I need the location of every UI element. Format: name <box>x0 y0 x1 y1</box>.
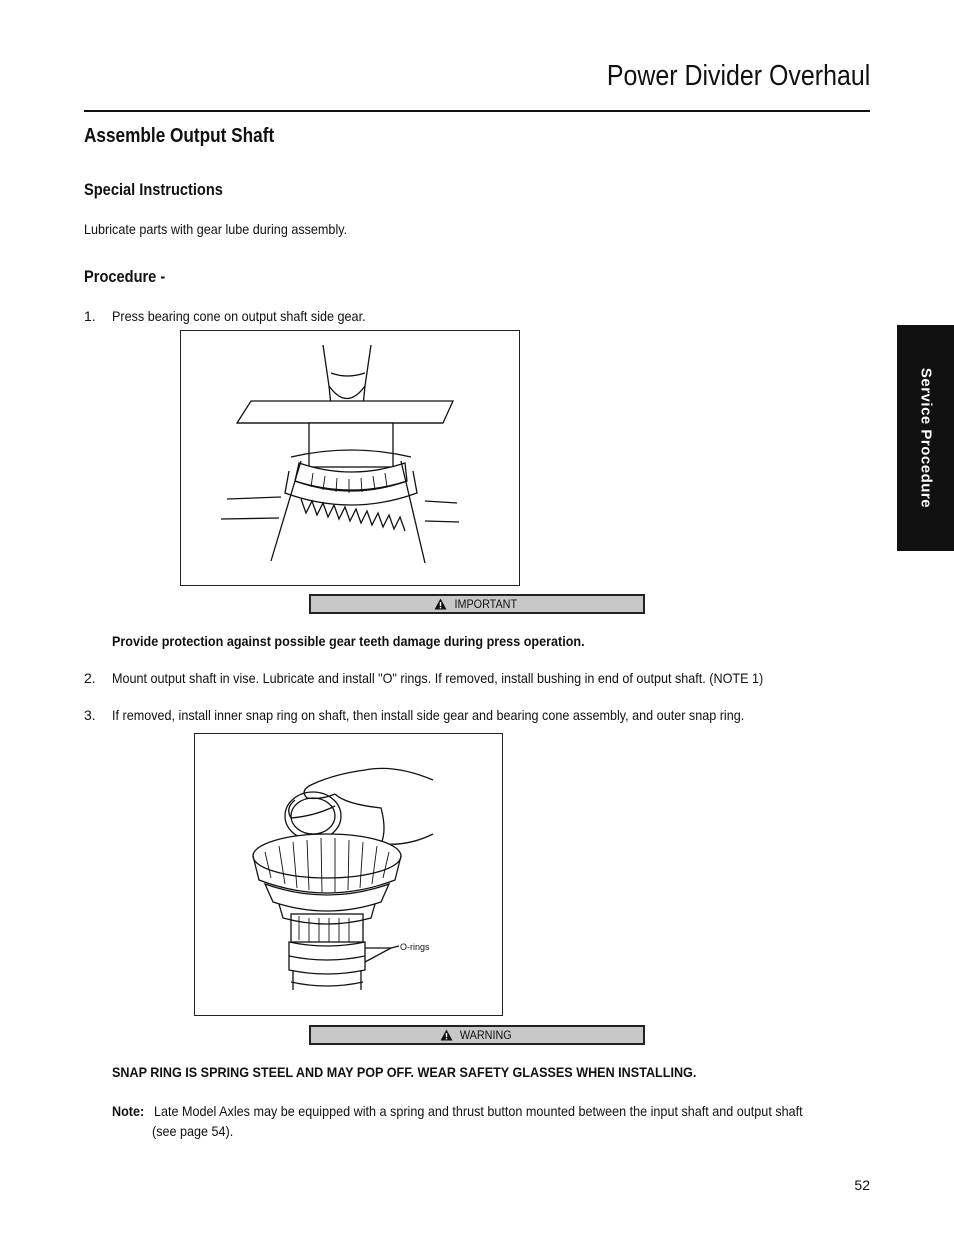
warning-triangle-icon <box>440 1029 453 1041</box>
page-title: Power Divider Overhaul <box>606 60 870 92</box>
important-text: Provide protection against possible gear teeth damage during press operation. <box>112 633 585 649</box>
important-banner <box>309 594 645 614</box>
side-tab-label: Service Procedure <box>917 367 934 509</box>
note-text: Late Model Axles may be equipped with a spring and thrust button mounted between the input shaft and output shaft <box>154 1103 803 1119</box>
note-continuation: (see page 54). <box>152 1123 234 1139</box>
page-number: 52 <box>854 1177 870 1193</box>
special-instructions-heading: Special Instructions <box>84 180 223 199</box>
section-title: Assemble Output Shaft <box>84 125 275 147</box>
side-tab <box>897 325 954 551</box>
step-2-number: 2. <box>84 670 96 686</box>
snap-ring-illustration <box>195 734 502 1015</box>
title-divider <box>84 110 870 112</box>
warning-banner <box>309 1025 645 1045</box>
o-rings-callout: O-rings <box>400 942 430 952</box>
warning-triangle-icon <box>434 598 447 610</box>
warning-text: SNAP RING IS SPRING STEEL AND MAY POP OFF. WEAR SAFETY GLASSES WHEN INSTALLING. <box>112 1064 697 1080</box>
special-instructions-text: Lubricate parts with gear lube during assembly. <box>84 221 348 237</box>
figure-snap-ring-install <box>194 733 503 1016</box>
press-bearing-illustration <box>181 331 519 585</box>
step-2-text: Mount output shaft in vise. Lubricate and install "O" rings. If removed, install bushing in end of output shaft. (NOTE 1) <box>112 670 764 686</box>
warning-label: WARNING <box>459 1027 512 1042</box>
procedure-heading: Procedure - <box>84 267 166 286</box>
step-3-text: If removed, install inner snap ring on shaft, then install side gear and bearing cone assembly, and outer snap ring. <box>112 707 745 723</box>
step-1-text: Press bearing cone on output shaft side gear. <box>112 308 366 324</box>
figure-press-bearing-cone <box>180 330 520 586</box>
note-label: Note: <box>112 1103 145 1119</box>
important-label: IMPORTANT <box>454 596 517 611</box>
step-3-number: 3. <box>84 707 96 723</box>
step-1-number: 1. <box>84 308 96 324</box>
